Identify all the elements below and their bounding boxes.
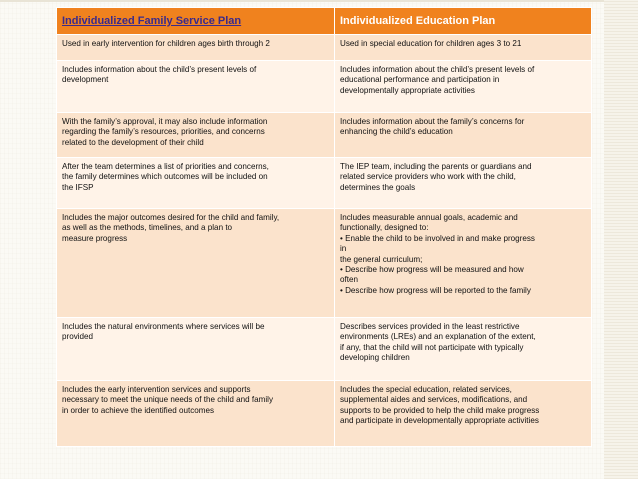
cell-ifsp bbox=[57, 61, 335, 113]
cell-text-line: Used in special education for children ages 3 to 21 bbox=[340, 39, 522, 48]
cell-text-line: developing children bbox=[340, 353, 410, 363]
cell-text-line: The IEP team, including the parents or guardians and bbox=[340, 162, 532, 171]
cell-ifsp bbox=[57, 113, 335, 158]
cell-iep bbox=[335, 381, 592, 447]
cell-text-line: Includes the natural environments where services will be bbox=[62, 322, 265, 331]
cell-text-line: determines the goals bbox=[340, 182, 416, 192]
cell-iep bbox=[335, 113, 592, 158]
cell-text-line: as well as the methods, timelines, and a plan to bbox=[62, 223, 233, 233]
comparison-table bbox=[56, 7, 592, 447]
cell-iep bbox=[335, 318, 592, 381]
cell-text-line: environments (LREs) and an explanation of the extent, bbox=[340, 332, 536, 342]
header-ifsp: Individualized Family Service Plan bbox=[57, 8, 335, 35]
cell-text-line: related to the development of their child bbox=[62, 137, 204, 147]
cell-text-line: Describes services provided in the least restrictive bbox=[340, 322, 520, 331]
cell-text-line: Includes the special education, related services, bbox=[340, 385, 512, 394]
cell-text-line: measure progress bbox=[62, 233, 128, 243]
cell-text-line: Used in early intervention for children ages birth through 2 bbox=[62, 39, 270, 48]
cell-text-line: educational performance and participation in bbox=[340, 75, 500, 85]
cell-iep bbox=[335, 35, 592, 61]
cell-text-line: • Describe how progress will be reported to the family bbox=[340, 285, 531, 295]
cell-text-line: After the team determines a list of priorities and concerns, bbox=[62, 162, 269, 171]
cell-text-line: the family determines which outcomes will be included on bbox=[62, 172, 268, 182]
cell-text-line: functionally, designed to: bbox=[340, 223, 429, 233]
cell-text-line: the general curriculum; bbox=[340, 254, 423, 264]
cell-text-line: often bbox=[340, 275, 359, 285]
cell-text-line: if any, that the child will not participate with typically bbox=[340, 342, 524, 352]
header-iep: Individualized Education Plan bbox=[335, 8, 592, 35]
cell-ifsp bbox=[57, 318, 335, 381]
table-header-row bbox=[57, 8, 592, 35]
cell-ifsp bbox=[57, 209, 335, 318]
cell-text-line: related service providers who work with the child, bbox=[340, 172, 516, 182]
cell-text-line: and participate in developmentally appropriate activities bbox=[340, 416, 539, 426]
cell-text-line: supplemental aides and services, modifications, and bbox=[340, 395, 528, 405]
cell-text-line: Includes information about the child’s present levels of bbox=[340, 65, 535, 74]
cell-text-line: the IFSP bbox=[62, 182, 94, 192]
cell-ifsp bbox=[57, 158, 335, 209]
cell-text-line: developmentally appropriate activities bbox=[340, 85, 475, 95]
cell-text-line: Includes information about the family’s concerns for bbox=[340, 117, 525, 126]
cell-text-line: Includes the early intervention services and supports bbox=[62, 385, 251, 394]
cell-text-line: regarding the family’s resources, priorities, and concerns bbox=[62, 127, 265, 137]
cell-text-line: • Enable the child to be involved in and make progress bbox=[340, 233, 535, 243]
cell-text-line: supports to be provided to help the child make progress bbox=[340, 405, 540, 415]
cell-text-line: necessary to meet the unique needs of the child and family bbox=[62, 395, 274, 405]
cell-ifsp bbox=[57, 35, 335, 61]
cell-text-line: Includes the major outcomes desired for the child and family, bbox=[62, 213, 280, 222]
cell-text-line: provided bbox=[62, 332, 94, 342]
cell-text-line: With the family’s approval, it may also include information bbox=[62, 117, 268, 126]
cell-text-line: in bbox=[340, 244, 347, 254]
decorative-side-stripe bbox=[604, 0, 638, 479]
cell-text-line: in order to achieve the identified outcomes bbox=[62, 405, 215, 415]
cell-iep bbox=[335, 209, 592, 318]
cell-iep bbox=[335, 61, 592, 113]
cell-text-line: • Describe how progress will be measured and how bbox=[340, 265, 524, 275]
cell-text-line: Includes measurable annual goals, academic and bbox=[340, 213, 518, 222]
cell-text-line: Includes information about the child’s present levels of bbox=[62, 65, 257, 74]
cell-text-line: development bbox=[62, 75, 109, 85]
cell-text-line: enhancing the child’s education bbox=[340, 127, 453, 137]
top-divider bbox=[0, 0, 638, 2]
cell-ifsp bbox=[57, 381, 335, 447]
cell-iep bbox=[335, 158, 592, 209]
